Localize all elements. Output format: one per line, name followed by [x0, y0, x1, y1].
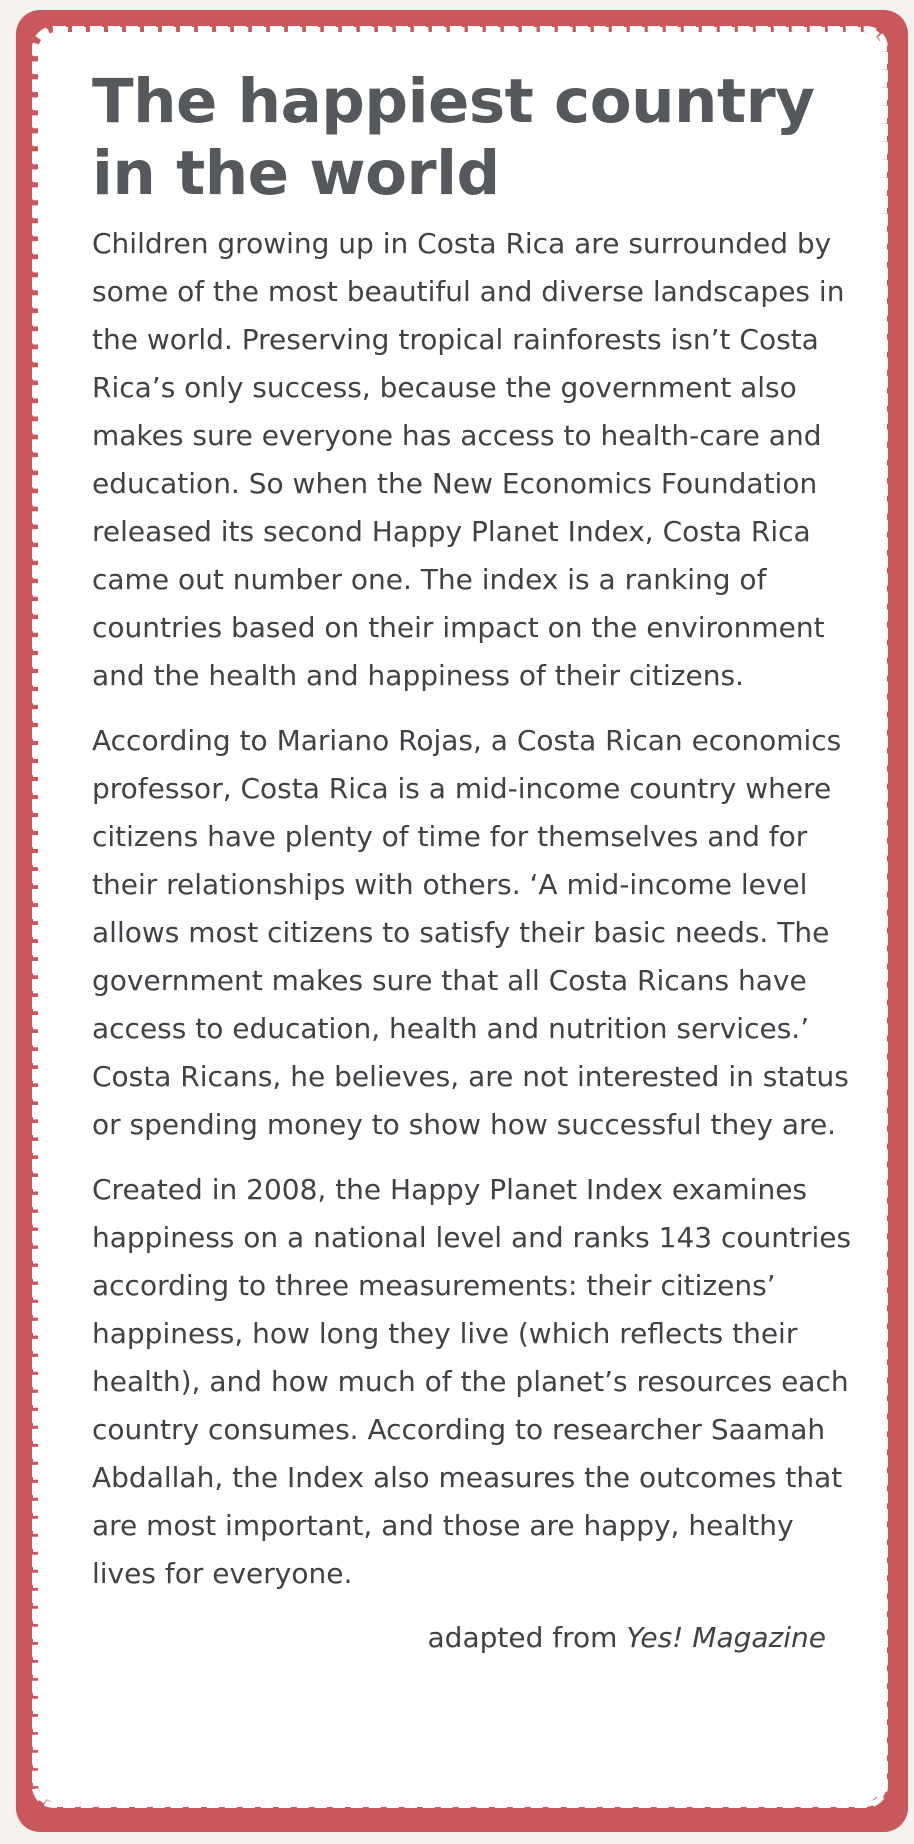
source-credit: [92, 1618, 852, 1658]
paragraph-2: According to Mariano Rojas, a Costa Rican economics professor, Costa Rica is a mid-income country where citizens have plenty of time for themselves and for their relationships with others. ‘A mid-income level allows most citizens to satisfy their basic needs. The government makes sure that all Costa Ricans have access to education, health and nutrition services.’ Costa Ricans, he believes, are not interested in status or spending money to show how successful they are.: [92, 724, 849, 1141]
source-title: Yes! Magazine: [626, 1621, 826, 1654]
article-card: [38, 32, 882, 1802]
paragraph-3: Created in 2008, the Happy Planet Index examines happiness on a national level and ranks 143 countries according to three measurements: their citizens’ happiness, how long they live (which reflects their health), and how much of the planet’s resources each country consumes. According to researcher Saamah Abdallah, the Index also measures the outcomes that are most important, and those are happy, healthy lives for everyone.: [92, 1173, 852, 1590]
article-title: The happiest country in the world: [92, 66, 815, 209]
paragraph-1: Children growing up in Costa Rica are surrounded by some of the most beautiful and diverse landscapes in the world. Preserving tropical rainforests isn’t Costa Rica’s only success, because the government also makes sure everyone has access to health-care and education. So when the New Economics Foundation released its second Happy Planet Index, Costa Rica came out number one. The index is a ranking of countries based on their impact on the environment and the health and happiness of their citizens.: [92, 227, 845, 692]
source-prefix: adapted from: [427, 1621, 627, 1654]
article-content: [92, 66, 852, 1658]
